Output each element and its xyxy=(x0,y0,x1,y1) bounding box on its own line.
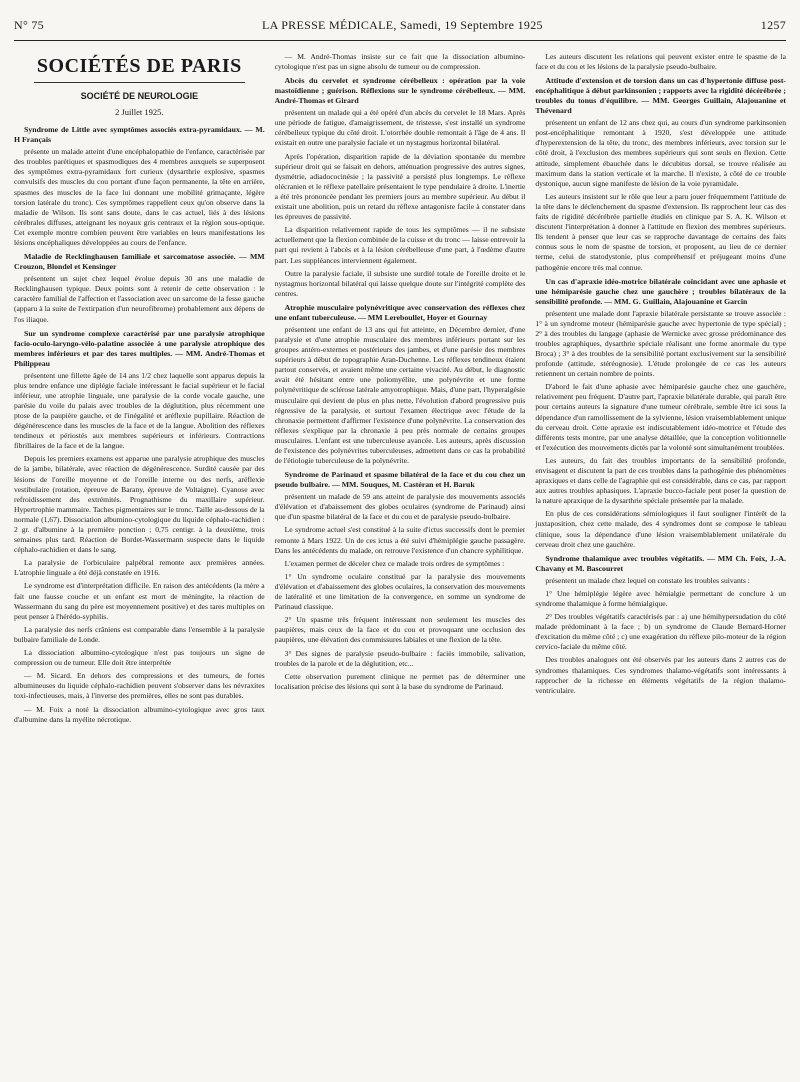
paragraph: Les auteurs, du fait des troubles importants de la sensibilité profonde, envisagent et discutent la part de ces troubles dans la pathogénie des phénomènes apraxiques et dans celle de l'agraphie qui est considérable, dans ce cas, par rapport aux autres troubles aphasiques. L'apraxie bucco-faciale peut poser la question de la nature apraxique de la dysarthrie spéciale présentée par la malade. xyxy=(535,455,787,506)
article-heading: Syndrome thalamique avec troubles végétatifs. — MM Ch. Foix, J.-A. Chavany et M. Bascourret xyxy=(535,553,787,573)
paragraph: La disparition relativement rapide de tous les symptômes — il ne subsiste actuellement que la flexion combinée de la cuisse et du tronc — laisse entrevoir la part qui revient à l'abcès et à la lésion cérébelleuse d'une part, à l'œdème d'autre part. Les suppléances interviennent également. xyxy=(274,225,526,265)
paragraph: — M. Foix a noté la dissociation albumino-cytologique avec gros taux d'albumine dans la myélite nécrotique. xyxy=(14,704,265,724)
page-header xyxy=(14,18,786,40)
paragraph: L'examen permet de déceler chez ce malade trois ordres de symptômes : xyxy=(284,558,505,568)
paragraph: Le syndrome est d'interprétation difficile. En raison des antécédents (la mère a fait une fausse couche et un enfant est mort de méningite, la réaction de Wassermann du sang du père est moyennement positive) et des tares multiples on peut penser à l'hérédo-syphilis. xyxy=(14,581,265,621)
column-3 xyxy=(535,52,786,1074)
article-heading: Maladie de Recklinghausen familiale et sarcomatose associée. — MM Crouzon, Blondel et Kensinger xyxy=(14,252,265,272)
header-rule xyxy=(14,40,786,41)
paragraph: présentent un malade qui a été opéré d'un abcès du cervelet le 18 Mars. Après une période de fatigue, d'amaigrissement, de tristesse, s'est installé un syndrome cérébelleux typique du côté droit. L'otorrhée double remontait à l'âge de 4 ans. Il existait en outre une paralysie faciale et un nystagmus horizontal bilatéral. xyxy=(274,108,526,148)
paragraph: La paralysie des nerfs crâniens est comparable dans l'ensemble à la paralysie bulbaire familiale de Londe. xyxy=(14,624,265,644)
article-heading: Abcès du cervelet et syndrome cérébelleux : opération par la voie mastoïdienne ; guérison. Réflexions sur le syndrome cérébelleux. — MM. André-Thomas et Girard xyxy=(274,76,526,106)
paragraph: La dissociation albumino-cytologique n'est pas toujours un signe de compression ou de tumeur. Elle doit être interprétée xyxy=(14,648,265,668)
article-heading: Un cas d'apraxie idéo-motrice bilatérale coïncidant avec une aphasie et une hémiparésie gauche chez une gauchère ; troubles bilatéraux de la sensibilité profonde. — MM. G. Guillain, Alajouanine et Garcin xyxy=(535,276,787,306)
paragraph: Après l'opération, disparition rapide de la déviation spontanée du membre supérieur droit qui se faisait en dehors, atténuation progressive des autres signes, dysmétrie, adiadococinésie ; la passivité a persisté plus longtemps. Le réflexe olécranien et le réflexe patellaire présentaient le type pendulaire à droite. L'inertie a été très prononcée pendant les premiers jours au membre supérieur. Au début il existait une abolition, puis un retard du réflexe antagoniste facile à constater dans les épreuves de passivité. xyxy=(274,151,526,222)
journal-running-title: LA PRESSE MÉDICALE, Samedi, 19 Septembre 1925 xyxy=(261,18,543,32)
paragraph: D'abord le fait d'une aphasie avec hémiparésie gauche chez une gauchère, relativement peu fréquent. D'autre part, l'apraxie bilatérale durable, qui paraît être pour certains auteurs la signature d'une tumeur cérébrale, semble être ici sous la dépendance d'un ramollissement de la sylvienne, lésion vraisemblablement unique du cerveau droit. Cette apraxie est indiscutablement idéo-motrice et l'étude des différents tests montre, par une analyse détaillée, que la conception volitionnelle et l'exécution des mouvements dictés par la volonté sont simultanément troublées. xyxy=(535,382,787,452)
paragraph: présentent un enfant de 12 ans chez qui, au cours d'un syndrome parkinsonien post-encéphalitique remontant à 1920, s'est développée une attitude d'hyperextension de la tête, du tronc, des membres inférieurs, avec torsion sur le côté droit, à l'exclusion des membres supérieurs qui sont seuls en flexion. Cette attitude, simplement ébauchée dans le décubitus dorsal, se trouve réalisée au maximum dans la station verticale et la marche. Il n'existe, à côté de ce trouble dystonique, aucun signe manifeste de lésion de la voie pyramidale. xyxy=(535,118,787,188)
article-heading: Atrophie musculaire polynévritique avec conservation des réflexes chez une enfant tuberculeuse. — MM Lereboullet, Hoyer et Gournay xyxy=(274,302,526,322)
paragraph: Cette observation purement clinique ne permet pas de déterminer une localisation précise des lésions qui sont à la base du syndrome de Parinaud. xyxy=(274,671,526,691)
paragraph: présentent un malade chez lequel on constate les troubles suivants : xyxy=(545,575,750,585)
paragraph: présente un malade atteint d'une encéphalopathie de l'enfance, caractérisée par des troubles parétiques et spasmodiques des 4 membres auxquels se superposent des symptômes extra-pyramidaux fort curieux (dysarthrie explosive, spasmes convulsifs des muscles du cou portant d'une façon permanente, la tête en arrière, spasmes des muscles de la face lui donnant une mobilité grimaçante, légère torsion latérale du tronc). Ces symptômes rappellent ceux qu'on observe dans la maladie de Wilson. Ils sont sans doute, dans le cas actuel, liés à des lésions cérébrales diffuses, atteignant les noyaux gris centraux et la région sous-optique. Cet exemple montre combien peuvent être variables en leurs manifestations les lésions encéphaliques développées au cours de l'enfance. xyxy=(14,147,265,248)
paragraph: présentent une malade dont l'apraxie bilatérale persistante se trouve associée : 1° à un syndrome moteur (hémiparésie gauche avec hypertonie de type spécial) ; 2° à des troubles du langage (aphasie de Wernicke avec grosse prédominance des troubles agraphiques, dysarthrie spéciale réalisant une forme anormale du type Broca) ; 3° à des troubles de la sensibilité portant exclusivement sur la sensibilité profonde (attitude, stéréognosie). L'étude prolongée de ce cas les auteurs retiennent un certain nombre de points. xyxy=(535,308,787,379)
paragraph: Le syndrome actuel s'est constitué à la suite d'ictus successifs dont le premier remonte à Mars 1922. Un de ces ictus a été suivi d'hémiplégie gauche passagère. Dans les antécédents du malade, on retrouve l'existence d'un chancre syphilitique. xyxy=(274,525,526,555)
paragraph: 3° Des signes de paralysie pseudo-bulbaire : faciès immobile, salivation, troubles de la parole et de la déglutition, etc... xyxy=(274,648,526,668)
article-heading: Attitude d'extension et de torsion dans un cas d'hypertonie diffuse post-encéphalitique à début parkinsonien ; rapports avec la rigidité décérébrée ; troubles du tonus d'équilibre. — MM. Georges Guillain, Alajouanine et Thévenard xyxy=(535,76,787,116)
paragraph: Les auteurs insistent sur le rôle que leur a paru jouer fréquemment l'attitude de la tête dans le déclenchement du spasme d'extension. Ils rapprochent leur cas des faits de rigidité décérébrée partielle étudiés en clinique par S. A. K. Wilson et discutent l'interprétation à donner à l'attitude en flexion des membres supérieurs. Ils tendent à penser que leur cas se rapproche davantage de certains des faits connus sous le nom de spasme de torsion, et proposent, au lieu de ce dernier terme, celui de statodystonie, plus compréhensif et préjugeant moins d'une pathogénie encore très mal connue. xyxy=(535,191,787,272)
paragraph: — M. André-Thomas insiste sur ce fait que la dissociation albumino-cytologique n'est pas un signe absolu de tumeur ou de compression. xyxy=(274,52,526,72)
paragraph: Depuis les premiers examens est apparue une paralysie atrophique des muscles de la jambe, bilatérale, avec réaction de dégénérescence. Surdité causée par des lésions de l'oreille moyenne et de l'oreille interne ou des nerfs, aréflexie vestibulaire (rotation, épreuve de Barany, épreuve de Voltaigne). Cyanose avec refroidissement des extrémités. Prognathisme du maxillaire supérieur. Hypertrophie mammaire. Taches pigmentaires sur le tronc. Taille au-dessous de la normale (1,67). Dissociation albumino-cytologique du liquide céphalo-rachidien : 2 gr. d'albumine à la première ponction ; 0,75 centigr. à la deuxième, trois semaines plus tard. Réaction de Bordet-Wassermann suspecte dans le liquide céphalo-rachidien et dans le sang. xyxy=(14,454,265,555)
column-1 xyxy=(14,52,265,1074)
paragraph: — M. Sicard. En dehors des compressions et des tumeurs, de fortes albumineuses du liquide céphalo-rachidien peuvent s'observer dans les névraxites toxi-infectieuses, mais, à l'inverse des premières, elles ne sont pas durables. xyxy=(14,671,265,701)
section-rule xyxy=(34,82,245,83)
paragraph: présentent une enfant de 13 ans qui fut atteinte, en Décembre dernier, d'une paralysie et d'une atrophie musculaire des membres inférieurs portant sur les groupes antéro-externes et postérieurs des jambes, et d'une parésie des membres supérieurs à début de topographie Aran-Duchenne. Les réflexes tendineux étaient partout conservés, et avaient même une certaine vivacité. Au début, le diagnostic avait été hésitant entre une poliomyélite, une polynévrite et une forme polynévritique de sclérose latérale amyotrophique. Mais, d'une part, l'hyperalgésie musculaire qui devient de plus en plus nette, l'évolution d'abord progressive puis régressive de la paralysie, et surtout l'examen électrique avec l'étude de la chronaxie permettent d'affirmer l'existence d'une polynévrite. La conservation des réflexes s'explique par la chronaxie à peu près normale de certains groupes musculaires. L'enfant est une tuberculeuse avancée. Les auteurs, après discussion de l'existence des polynévrites tuberculeuses, admettent dans ce cas la probabilité de l'étiologie tuberculeuse de la polynévrite. xyxy=(274,324,526,466)
paragraph: 2° Un spasme très fréquent intéressant non seulement les muscles des paupières, mais ceux de la face et du cou et provoquant une occlusion des paupières, une élévation des commissures labiales et une flexion de la tête. xyxy=(274,615,526,645)
article-columns xyxy=(14,52,786,1074)
session-date: 2 Juillet 1925. xyxy=(115,107,164,118)
issue-number: N° 75 xyxy=(14,18,44,32)
column-2 xyxy=(275,52,526,1074)
paragraph: 1° Une hémiplégie légère avec hémialgie permettant de conclure à un syndrome thalamique à forme hémialgique. xyxy=(535,588,787,608)
paragraph: Outre la paralysie faciale, il subsiste une surdité totale de l'oreille droite et le nystagmus horizontal bilatéral qui laisse quelque doute sur l'intégrité complète des centres. xyxy=(274,268,526,298)
section-title: SOCIÉTÉS DE PARIS xyxy=(36,55,242,77)
paragraph: Les auteurs discutent les relations qui peuvent exister entre le spasme de la face et du cou et les lésions de la paralysie pseudo-bulbaire. xyxy=(535,52,787,72)
article-heading: Syndrome de Parinaud et spasme bilatéral de la face et du cou chez un pseudo bulbaire. — MM. Souques, M. Castéran et H. Baruk xyxy=(274,470,526,490)
paragraph: Des troubles analogues ont été observés par les auteurs dans 2 autres cas de syndromes thalamiques. Ces syndromes thalamo-végétatifs sont intéressants à rapprocher de la richesse en éléments végétatifs de la région thalamo-ventriculaire. xyxy=(535,655,787,695)
paragraph: présentent un sujet chez lequel évolue depuis 30 ans une maladie de Recklinghausen typique. Deux points sont à retenir de cette observation : le caractère familial de l'affection et l'association avec un sarcome de la fesse gauche (apparu à la suite de l'extirpation d'un neurofibrome) probablement aux dépens de l'os iliaque. xyxy=(14,274,265,324)
society-name: SOCIÉTÉ DE NEUROLOGIE xyxy=(80,91,199,101)
paragraph: 1° Un syndrome oculaire constitué par la paralysie des mouvements d'élévation et d'abaissement des globes oculaires, la conservation des mouvements de latéralité et une limitation de la convergence, en somme un syndrome de Parinaud classique. xyxy=(274,571,526,612)
paragraph: En plus de ces considérations sémiologiques il faut souligner l'intérêt de la juxtaposition, chez cette malade, des 4 syndromes dont se compose le tableau clinique, sous la dépendance d'une lésion vraisemblablement unilatérale du cerveau droit chez une gauchère. xyxy=(535,509,787,549)
article-heading: Sur un syndrome complexe caractérisé par une paralysie atrophique facio-oculo-laryngo-vélo-palatine associée à une paralysie atrophique des membres inférieurs et par des tares multiples. — MM. André-Thomas et Philippeau xyxy=(14,328,265,368)
paragraph: La paralysie de l'orbiculaire palpébral remonte aux premières années. L'atrophie linguale a été déjà constatée en 1916. xyxy=(14,558,265,578)
article-heading: Syndrome de Little avec symptômes associés extra-pyramidaux. — M. H Français xyxy=(14,125,265,145)
paragraph: présentent une fillette âgée de 14 ans 1/2 chez laquelle sont apparus depuis la plus tendre enfance une diplégie faciale intéressant le facial supérieur et le facial inférieur, une atrophie linguale, une paralysie de la corde vocale gauche, une parésie du voile du palais avec troubles de la déglutition, plus récemment une ptose de la paupière gauche, et de l'inégalité et aréflexie pupillaire. Réaction de dégénérescence dans les muscles de la face et de la langue. Abolition des réflexes tendineux et périostés aux membres supérieurs et inférieurs. Contractions fibrillaires de la face et de la langue. xyxy=(14,370,265,451)
page-number: 1257 xyxy=(760,18,786,32)
paragraph: présentent un malade de 59 ans atteint de paralysie des mouvements associés d'élévation et d'abaissement des globes oculaires (syndrome de Parinaud) ainsi que d'un spasme bilatéral de la face et du cou et de paralysie pseudo-bulbaire. xyxy=(274,492,526,522)
paragraph: 2° Des troubles végétatifs caractérisés par : a) une hémihypersudation du côté malade prédominant à la face ; b) un syndrome de Claude Bernard-Horner d'excitation du même côté ; c) une exagération du réflexe pilo-moteur de la région cervico-faciale du même côté. xyxy=(535,612,787,652)
